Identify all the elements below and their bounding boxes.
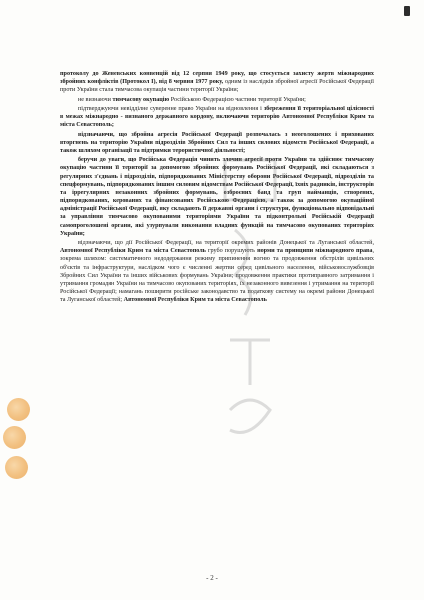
punch-hole-icon [5,456,28,479]
paragraph [60,96,374,104]
bold-text: Автономної Республіки Крим та міста Севастополь [123,297,267,304]
text-run: Російською Федерацією частини території України; [169,96,306,103]
bold-text: норми та принципи міжнародного права [257,248,373,255]
bold-text: тимчасову окупацію [112,96,170,103]
paragraph [60,70,374,94]
paragraph [60,156,374,238]
punch-hole-icon [7,398,30,421]
page-number: - 2 - [206,574,218,582]
paragraph [60,131,374,155]
bold-text: відзначаючи, що збройна агресія Російської Федерації розпочалась з неоголошених і прихованих вторгнень на територію України підрозділів Збройних Сил та інших силових відомств Російської Федерації, а також шляхом організації та підтримки терористичної діяльності; [60,131,374,154]
punch-holes [3,398,33,508]
corner-mark [404,6,410,16]
text-run: одним із наслідків збройної агресії Російської Федерації проти України стала тимчасова окупація частини території України; [60,79,374,94]
paragraph [60,239,374,304]
paragraph [60,105,374,129]
text-run: , зокрема шляхом: систематичного недодержання режиму припинення вогню та продовження обстрілів цивільних об'єктів та інфраструктури, наслідком чого є численні жертви серед цивільного населення, військовослужбовців Збройних Сил України та інших військових формувань України; продовження практики протиправного затримання і утримання громадян України на тимчасово окупованих територіях, їх незаконного вивезення і утримання на території Російської Федерації; намагань поширити російське законодавство та податкову систему на окремі райони Донецької та Луганської областей; [60,248,374,304]
bold-text: збереження її територіальної цілісності в межах міжнародно - визнаного державного кордону, включаючи територію Автономної Республіки Крим та міста Севастополь; [60,106,374,129]
document-body [60,70,374,306]
text-run: не визнаючи [78,96,113,103]
bold-text: беручи до уваги, що Російська Федерація чинить злочин агресії проти України та здійснює тимчасову окупацію частини її території за допомогою збройних формувань Російської Федерації, які складаються з регулярних з'єднань і підрозділів, підпорядкованих Міністерству оборони Російської Федерації, підрозділів та спецформувань, підпорядкованих іншим силовим відомствам Російської Федерації, їхніх радників, інструкторів та іррегулярних незаконних збройних формувань, озброєних банд та груп найманців, створених, підпорядкованих, керованих та фінансованих Російською Федерацією, а також за допомогою окупаційної адміністрації Російської Федерації, яку складають її державні органи і структури, функціонально відповідальні за управління тимчасово окупованими територіями України та підконтрольні Російській Федерації самопроголошені органи, які узурпували виконання владних функцій на тимчасово окупованих територіях України; [60,157,374,237]
bold-text: Автономної Республіки Крим та міста Севастополь [60,248,206,255]
text-run: грубо порушують [205,248,258,255]
text-run: відзначаючи, що дії Російської Федерації, на території окремих районів Донецької та Луганської областей, [78,240,374,247]
bold-text: протоколу до Женевських конвенцій від 12 серпня 1949 року, що стосується захисту жертв міжнародних збройних конфліктів (Протокол І), від 8 червня 1977 року, [60,71,374,86]
text-run: підтверджуючи невідділне суверенне право України на відновлення і [78,106,264,112]
punch-hole-icon [3,426,26,449]
